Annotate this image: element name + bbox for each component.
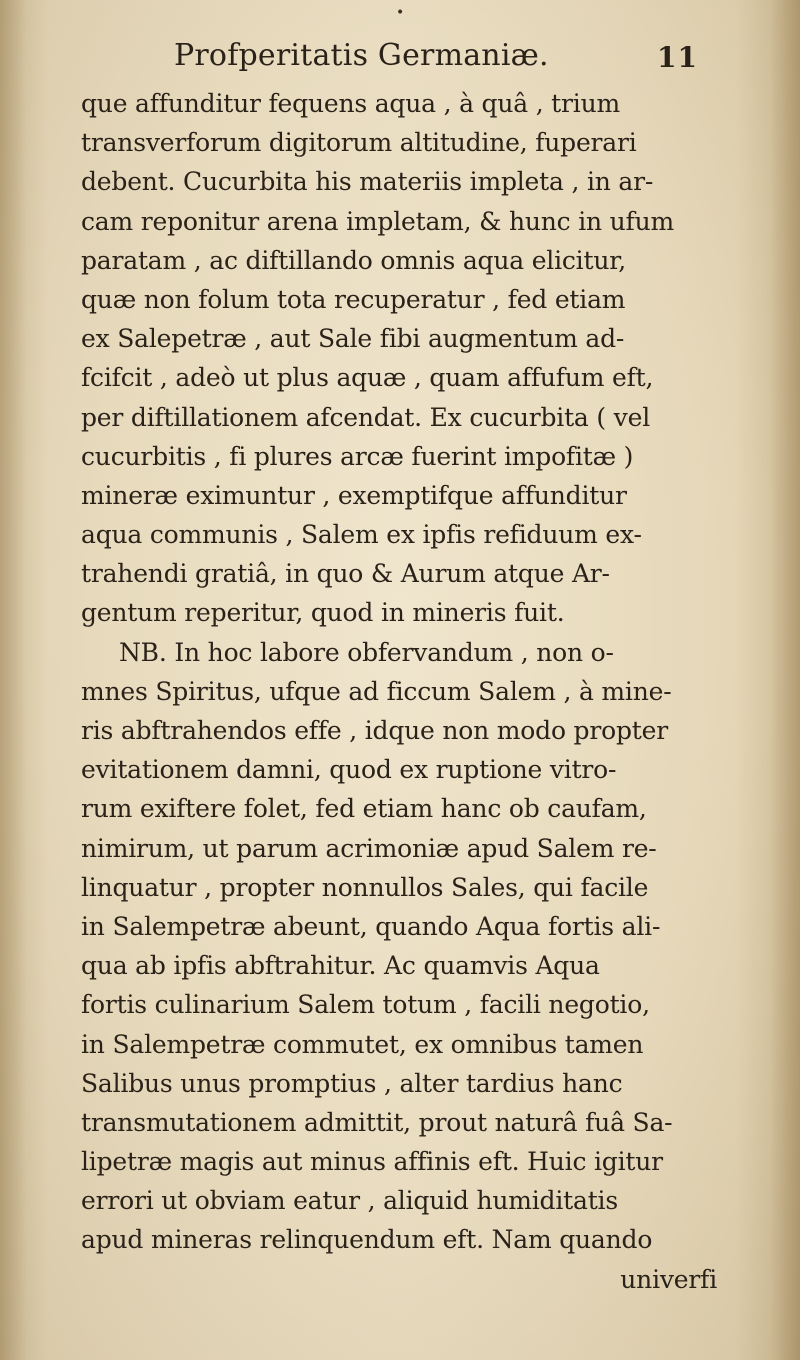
text-line: debent. Cucurbita his materiis impleta , in ar- [81, 167, 654, 197]
text-line: Salibus unus promptius , alter tardius hanc [81, 1068, 623, 1098]
text-line: cucurbitis , fi plures arcæ fuerint impofitæ ) [81, 441, 634, 471]
text-line: ris abftrahendos effe , idque non modo propter [81, 716, 668, 745]
text-line: nimirum, ut parum acrimoniæ apud Salem re- [81, 833, 657, 863]
page-number: 11 [657, 41, 698, 74]
text-line: mineræ eximuntur , exemptifque affunditur [81, 480, 627, 510]
text-line: in Salempetræ abeunt, quando Aqua fortis ali- [81, 911, 661, 941]
text-line: lipetræ magis aut minus affinis eft. Huic igitur [81, 1147, 663, 1177]
page-edge-shadow-right [770, 0, 800, 1360]
text-line: qua ab ipfis abftrahitur. Ac quamvis Aqua [81, 951, 600, 981]
text-line: aqua communis , Salem ex ipfis refiduum ex- [81, 520, 642, 550]
nb-paragraph-start: NB. In hoc labore obfervandum , non o- [119, 637, 614, 667]
text-line: in Salempetræ commutet, ex omnibus tamen [81, 1029, 644, 1059]
main-text-block [81, 84, 721, 1299]
text-line: fcifcit , adeò ut plus aquæ , quam affufum eft, [81, 363, 654, 393]
text-line: trahendi gratiâ, in quo & Aurum atque Ar- [81, 559, 610, 589]
text-line: per diftillationem afcendat. Ex cucurbita ( vel [81, 402, 650, 432]
text-line: que affunditur fequens aqua , à quâ , trium [81, 89, 620, 118]
text-line: mnes Spiritus, ufque ad ficcum Salem , à mine- [81, 676, 672, 706]
catchword: univerfi [620, 1264, 717, 1294]
text-line: transverforum digitorum altitudine, fuperari [81, 128, 637, 158]
text-line: apud mineras relinquendum eft. Nam quando [81, 1225, 653, 1255]
page-edge-shadow-left [0, 0, 26, 1360]
text-line: paratam , ac diftillando omnis aqua elicitur, [81, 245, 626, 275]
text-line: linquatur , propter nonnullos Sales, qui facile [81, 872, 649, 902]
text-line: rum exiftere folet, fed etiam hanc ob caufam, [81, 794, 647, 824]
running-title: Profperitatis Germaniæ. [174, 38, 549, 73]
text-line: gentum reperitur, quod in mineris fuit. [81, 598, 565, 628]
printer-mark: • [396, 5, 405, 21]
text-line: ex Salepetræ , aut Sale fibi augmentum ad- [81, 324, 625, 354]
text-line: evitationem damni, quod ex ruptione vitro- [81, 755, 617, 785]
text-line: fortis culinarium Salem totum , facili negotio, [81, 990, 650, 1020]
text-line: transmutationem admittit, prout naturâ fuâ Sa- [81, 1107, 673, 1137]
text-line: quæ non folum tota recuperatur , fed etiam [81, 284, 626, 314]
text-line: errori ut obviam eatur , aliquid humiditatis [81, 1186, 618, 1216]
text-line: cam reponitur arena impletam, & hunc in ufum [81, 206, 675, 236]
